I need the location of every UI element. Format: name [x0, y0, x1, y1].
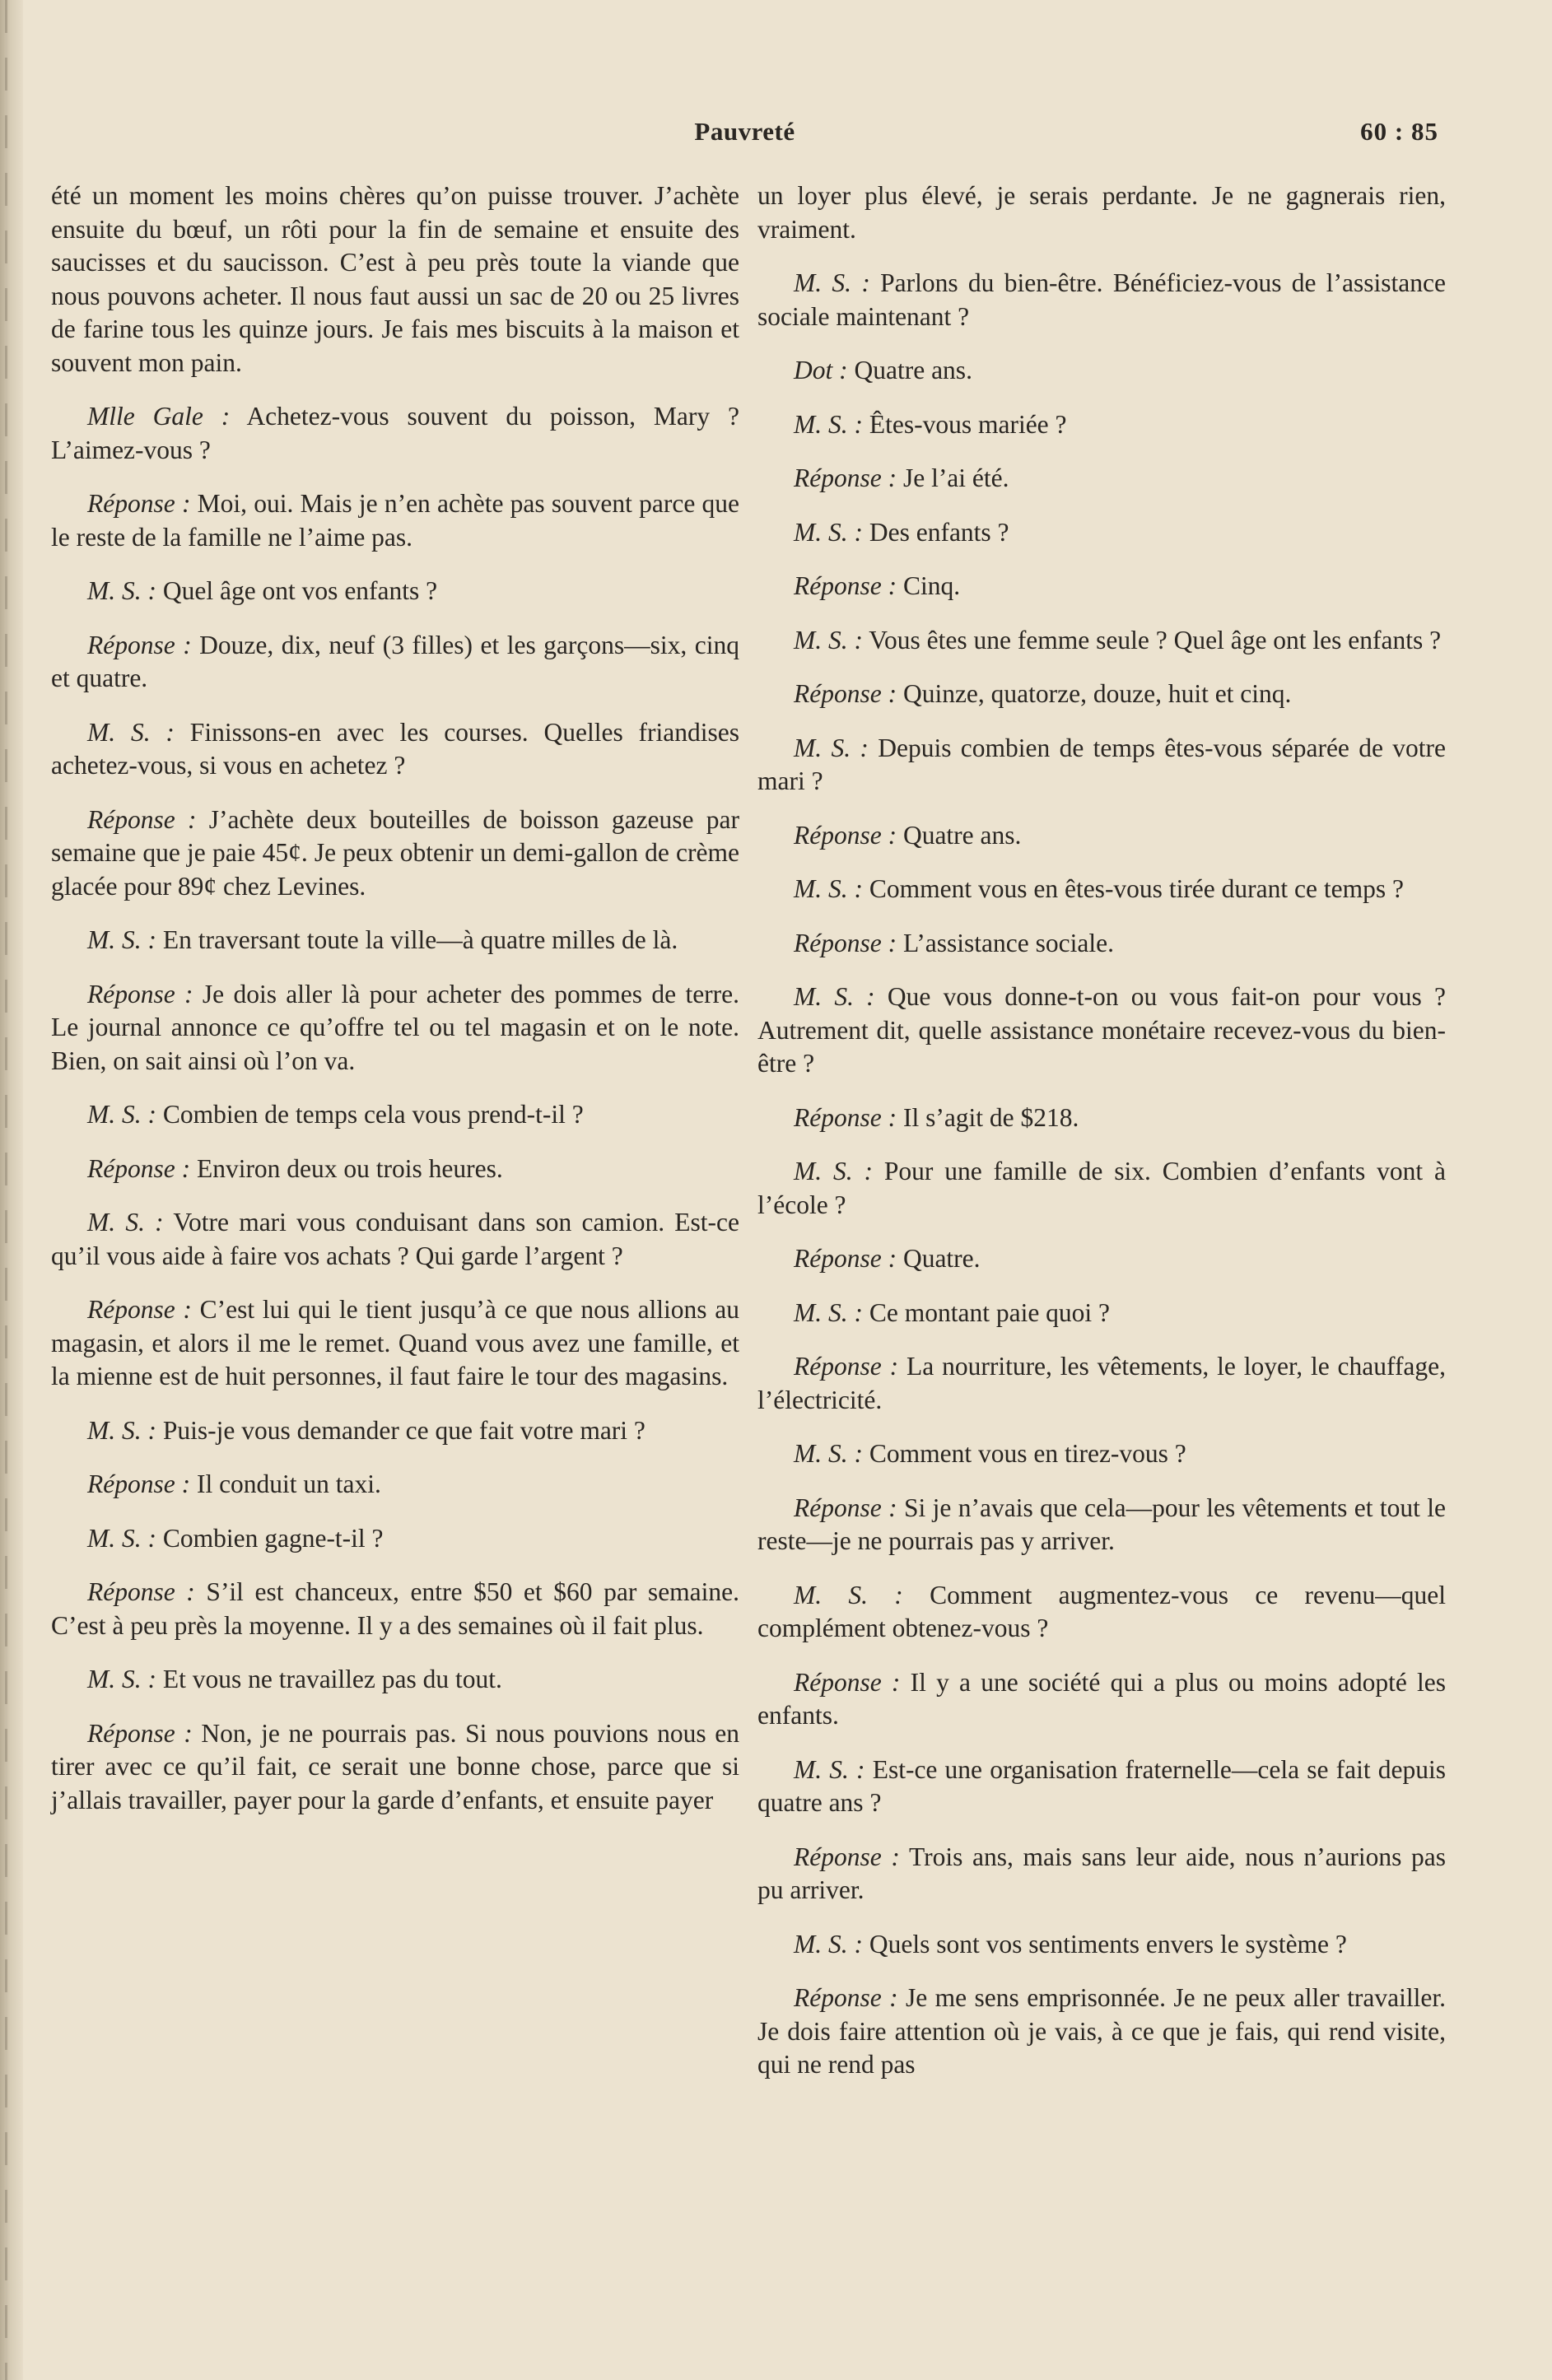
- speaker-label: Réponse :: [87, 979, 193, 1008]
- speaker-label: Réponse :: [87, 630, 192, 659]
- paragraph-text: Puis-je vous demander ce que fait votre mari ?: [162, 1415, 646, 1445]
- speaker-label: Réponse :: [794, 1244, 897, 1273]
- paragraph-text: Je l’ai été.: [902, 463, 1009, 492]
- dialogue-paragraph: [757, 1242, 1446, 1276]
- speaker-label: Réponse :: [794, 820, 897, 850]
- paragraph-text: Je dois aller là pour acheter des pommes de terre. Le journal annonce ce qu’offre tel ou tel magasin et on le note. Bien, on sait ainsi où l’on va.: [51, 979, 740, 1075]
- page-folio: 60 : 85: [1360, 117, 1438, 146]
- paragraph-text: La nourriture, les vêtements, le loyer, le chauffage, l’électricité.: [757, 1352, 1447, 1414]
- speaker-label: Réponse :: [87, 1295, 192, 1324]
- dialogue-paragraph: [51, 1468, 739, 1502]
- dialogue-paragraph: [51, 716, 739, 783]
- speaker-label: M. S. :: [794, 1929, 863, 1958]
- paragraph-text: Êtes-vous mariée ?: [869, 409, 1067, 439]
- paragraph-text: Quatre ans.: [902, 820, 1022, 850]
- paragraph-text: Comment vous en tirez-vous ?: [869, 1439, 1186, 1468]
- paragraph-text: un loyer plus élevé, je serais perdante. Je ne gagnerais rien, vraiment.: [757, 181, 1446, 244]
- paragraph-text: Si je n’avais que cela—pour les vêtements et tout le reste—je ne pourrais pas y arriver.: [757, 1493, 1446, 1555]
- paragraph-text: été un moment les moins chères qu’on puisse trouver. J’achète ensuite du bœuf, un rôti pour la fin de semaine et ensuite des saucisses et du saucisson. C’est à peu près toute la viande que nous pouvons acheter. Il nous faut aussi un sac de 20 ou 25 livres de farine tous les quinze jours. Je fais mes biscuits à la maison et souvent mon pain.: [51, 181, 739, 377]
- paragraph-text: Est-ce une organisation fraternelle—cela se fait depuis quatre ans ?: [757, 1754, 1447, 1817]
- speaker-label: Réponse :: [794, 1667, 901, 1697]
- speaker-label: M. S. :: [794, 1754, 865, 1784]
- dialogue-paragraph: [51, 1717, 739, 1818]
- speaker-label: M. S. :: [87, 1415, 156, 1445]
- paragraph-text: Des enfants ?: [869, 517, 1009, 547]
- dialogue-paragraph: [757, 1928, 1446, 1962]
- paragraph-text: Quels sont vos sentiments envers le système ?: [869, 1929, 1347, 1958]
- dialogue-paragraph: [757, 408, 1446, 442]
- paragraph-text: Je me sens emprisonnée. Je ne peux aller travailler. Je dois faire attention où je vais, à ce que je fais, qui rend visite, qui ne rend pas: [757, 1983, 1446, 2079]
- dialogue-paragraph: [51, 1098, 739, 1132]
- paragraph-text: Combien gagne-t-il ?: [162, 1523, 384, 1553]
- paragraph-text: Combien de temps cela vous prend-t-il ?: [162, 1100, 584, 1129]
- speaker-label: Réponse :: [87, 1469, 191, 1498]
- dialogue-paragraph: [757, 1579, 1446, 1646]
- page-binding-edge: [0, 0, 23, 2380]
- dialogue-paragraph: [757, 516, 1446, 550]
- paragraph-text: Vous êtes une femme seule ? Quel âge ont les enfants ?: [869, 625, 1442, 654]
- dialogue-paragraph: [51, 629, 739, 696]
- speaker-label: M. S. :: [87, 717, 175, 747]
- speaker-label: Réponse :: [794, 463, 897, 492]
- dialogue-paragraph: [51, 924, 739, 957]
- dialogue-paragraph: [757, 624, 1446, 658]
- speaker-label: Réponse :: [794, 679, 897, 708]
- speaker-label: M. S. :: [794, 409, 863, 439]
- speaker-label: M. S. :: [794, 268, 870, 297]
- speaker-label: Réponse :: [87, 1153, 191, 1183]
- paragraph-text: C’est lui qui le tient jusqu’à ce que nous allions au magasin, et alors il me le remet. Quand vous avez une famille, et la mienne est de huit personnes, il faut faire le tour des magasins.: [51, 1295, 740, 1390]
- paragraph-text: Trois ans, mais sans leur aide, nous n’aurions pas pu arriver.: [757, 1842, 1447, 1904]
- dialogue-paragraph: [757, 1102, 1446, 1135]
- speaker-label: Réponse :: [87, 1577, 195, 1606]
- speaker-label: M. S. :: [794, 874, 863, 903]
- dialogue-paragraph: [757, 1297, 1446, 1330]
- paragraph-text: Moi, oui. Mais je n’en achète pas souvent parce que le reste de la famille ne l’aime pas.: [51, 489, 740, 552]
- dialogue-paragraph: [51, 487, 739, 554]
- dialogue-paragraph: [757, 1155, 1446, 1222]
- dialogue-paragraph: [51, 1522, 739, 1556]
- dialogue-paragraph: [757, 927, 1446, 961]
- speaker-label: M. S. :: [87, 925, 156, 954]
- dialogue-paragraph: [51, 179, 739, 380]
- running-head: [51, 117, 1438, 153]
- paragraph-text: Finissons-en avec les courses. Quelles friandises achetez-vous, si vous en achetez ?: [51, 717, 740, 780]
- dialogue-paragraph: [51, 1663, 739, 1697]
- speaker-label: M. S. :: [87, 576, 156, 605]
- dialogue-paragraph: [757, 1350, 1446, 1417]
- speaker-label: M. S. :: [794, 1297, 863, 1327]
- right-column: [757, 179, 1446, 2103]
- speaker-label: M. S. :: [794, 733, 869, 762]
- speaker-label: Réponse :: [794, 928, 897, 957]
- speaker-label: M. S. :: [87, 1523, 156, 1553]
- paragraph-text: Cinq.: [902, 571, 961, 600]
- dialogue-paragraph: [757, 732, 1446, 799]
- dialogue-paragraph: [757, 873, 1446, 906]
- dialogue-paragraph: [51, 1576, 739, 1642]
- speaker-label: M. S. :: [87, 1208, 164, 1237]
- left-column: [51, 179, 739, 1837]
- speaker-label: M. S. :: [794, 1439, 863, 1468]
- paragraph-text: Il s’agit de $218.: [902, 1102, 1079, 1132]
- paragraph-text: Et vous ne travaillez pas du tout.: [162, 1665, 502, 1693]
- paragraph-text: L’assistance sociale.: [902, 928, 1114, 957]
- dialogue-paragraph: [51, 1153, 739, 1186]
- paragraph-text: S’il est chanceux, entre $50 et $60 par semaine. C’est à peu près la moyenne. Il y a des semaines où il fait plus.: [51, 1577, 740, 1640]
- dialogue-paragraph: [757, 1982, 1446, 2082]
- dialogue-paragraph: [757, 1492, 1446, 1558]
- dialogue-paragraph: [51, 1414, 739, 1448]
- paragraph-text: Non, je ne pourrais pas. Si nous pouvions nous en tirer avec ce qu’il fait, ce serait une bonne chose, parce que si j’allais travailler, payer pour la garde d’enfants, et ensuite payer: [51, 1718, 740, 1814]
- dialogue-paragraph: [757, 678, 1446, 711]
- paragraph-text: Que vous donne-t-on ou vous fait-on pour vous ? Autrement dit, quelle assistance monétaire recevez-vous du bien-être ?: [757, 982, 1447, 1078]
- dialogue-paragraph: [757, 354, 1446, 388]
- dialogue-paragraph: [51, 400, 739, 467]
- speaker-label: M. S. :: [87, 1665, 156, 1693]
- paragraph-text: Pour une famille de six. Combien d’enfants vont à l’école ?: [757, 1157, 1447, 1219]
- speaker-label: M. S. :: [794, 1580, 903, 1609]
- paragraph-text: Quatre.: [902, 1244, 981, 1273]
- dialogue-paragraph: [757, 819, 1446, 853]
- dialogue-paragraph: [51, 978, 739, 1078]
- speaker-label: Réponse :: [794, 571, 897, 600]
- dialogue-paragraph: [51, 575, 739, 608]
- paragraph-text: Quatre ans.: [854, 356, 972, 384]
- speaker-label: M. S. :: [794, 517, 863, 547]
- dialogue-paragraph: [757, 462, 1446, 496]
- paragraph-text: Quinze, quatorze, douze, huit et cinq.: [902, 679, 1292, 708]
- dialogue-paragraph: [757, 1666, 1446, 1733]
- speaker-label: Mlle Gale :: [87, 402, 231, 431]
- paragraph-text: Il y a une société qui a plus ou moins adopté les enfants.: [757, 1667, 1447, 1730]
- paragraph-text: Depuis combien de temps êtes-vous séparée de votre mari ?: [757, 733, 1447, 795]
- speaker-label: M. S. :: [794, 625, 863, 654]
- dialogue-paragraph: [757, 980, 1446, 1081]
- speaker-label: Réponse :: [87, 1718, 193, 1748]
- page-title: Pauvreté: [694, 117, 795, 146]
- dialogue-paragraph: [757, 1754, 1446, 1820]
- dialogue-paragraph: [757, 267, 1446, 333]
- paragraph-text: Environ deux ou trois heures.: [196, 1153, 503, 1183]
- speaker-label: Réponse :: [794, 1102, 897, 1132]
- paragraph-text: Comment augmentez-vous ce revenu—quel complément obtenez-vous ?: [757, 1580, 1446, 1642]
- speaker-label: Réponse :: [794, 1352, 899, 1381]
- speaker-label: M. S. :: [794, 982, 875, 1011]
- speaker-label: M. S. :: [87, 1100, 156, 1129]
- speaker-label: Réponse :: [794, 1493, 897, 1522]
- dialogue-paragraph: [51, 803, 739, 904]
- paragraph-text: Parlons du bien-être. Bénéficiez-vous de l’assistance sociale maintenant ?: [757, 268, 1446, 331]
- paragraph-text: Il conduit un taxi.: [196, 1469, 381, 1498]
- dialogue-paragraph: [757, 570, 1446, 603]
- paragraph-text: Douze, dix, neuf (3 filles) et les garçons—six, cinq et quatre.: [51, 630, 739, 692]
- speaker-label: Réponse :: [794, 1983, 898, 2012]
- speaker-label: Réponse :: [87, 804, 197, 834]
- paragraph-text: Comment vous en êtes-vous tirée durant ce temps ?: [869, 874, 1404, 903]
- paragraph-text: Quel âge ont vos enfants ?: [162, 576, 438, 605]
- speaker-label: Dot :: [794, 356, 848, 384]
- paragraph-text: Ce montant paie quoi ?: [869, 1297, 1111, 1327]
- dialogue-paragraph: [757, 1841, 1446, 1907]
- dialogue-paragraph: [757, 1437, 1446, 1471]
- dialogue-paragraph: [51, 1206, 739, 1273]
- dialogue-paragraph: [757, 179, 1446, 246]
- paragraph-text: Achetez-vous souvent du poisson, Mary ? L’aimez-vous ?: [51, 402, 739, 464]
- speaker-label: M. S. :: [794, 1157, 873, 1185]
- speaker-label: Réponse :: [794, 1842, 900, 1871]
- speaker-label: Réponse :: [87, 489, 191, 518]
- paragraph-text: En traversant toute la ville—à quatre milles de là.: [162, 925, 678, 954]
- paragraph-text: Votre mari vous conduisant dans son camion. Est-ce qu’il vous aide à faire vos achats ? Qui garde l’argent ?: [51, 1208, 739, 1270]
- dialogue-paragraph: [51, 1293, 739, 1394]
- paragraph-text: J’achète deux bouteilles de boisson gazeuse par semaine que je paie 45¢. Je peux obtenir un demi-gallon de crème glacée pour 89¢ chez Levines.: [51, 804, 739, 901]
